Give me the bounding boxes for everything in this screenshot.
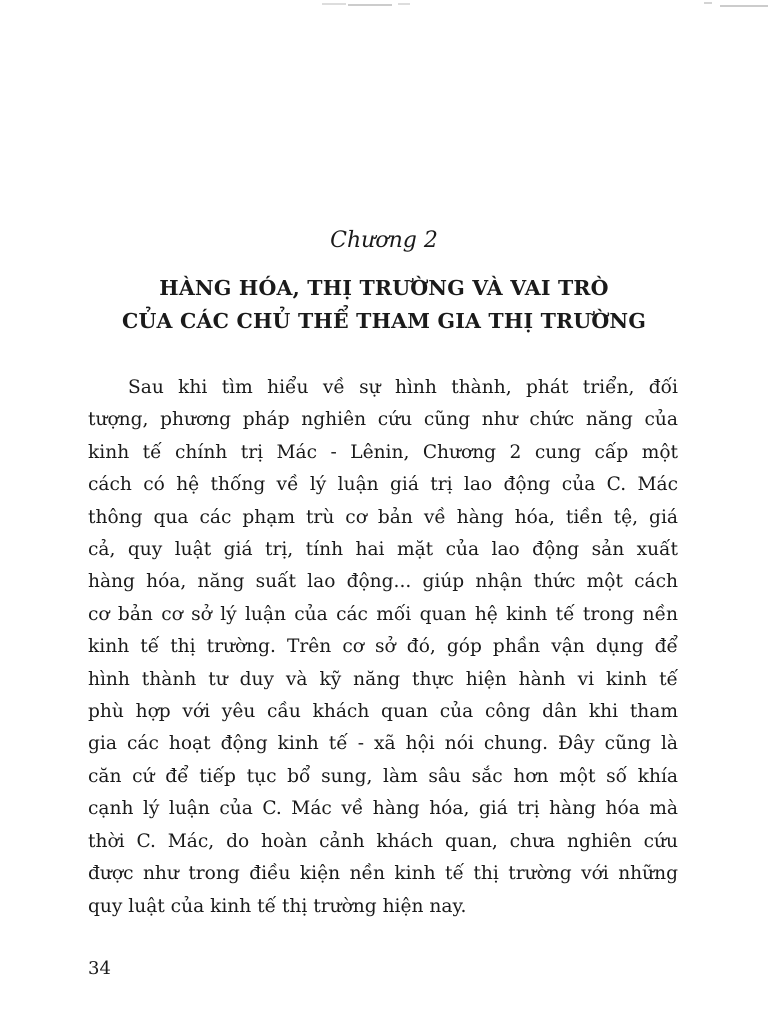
body-paragraph xyxy=(88,372,678,923)
body-line: gia các hoạt động kinh tế - xã hội nói chung. Đây cũng là xyxy=(88,733,678,755)
body-line: hình thành tư duy và kỹ năng thực hiện hành vi kinh tế xyxy=(88,668,678,690)
chapter-title-line: CỦA CÁC CHỦ THỂ THAM GIA THỊ TRƯỜNG xyxy=(121,309,647,333)
chapter-title xyxy=(90,272,678,338)
body-line: cơ bản cơ sở lý luận của các mối quan hệ kinh tế trong nền xyxy=(88,603,678,625)
body-line: cách có hệ thống về lý luận giá trị lao động của C. Mác xyxy=(88,474,678,496)
body-line: kinh tế chính trị Mác - Lênin, Chương 2 cung cấp một xyxy=(88,441,678,463)
body-line: tượng, phương pháp nghiên cứu cũng như chức năng của xyxy=(88,409,678,431)
page-number: 34 xyxy=(88,958,111,979)
body-line: được như trong điều kiện nền kinh tế thị trường với những xyxy=(88,863,678,885)
body-line: Sau khi tìm hiểu về sự hình thành, phát triển, đối xyxy=(128,377,678,398)
body-line: phù hợp với yêu cầu khách quan của công dân khi tham xyxy=(88,701,678,723)
body-line: quy luật của kinh tế thị trường hiện nay. xyxy=(88,895,467,917)
chapter-title-line: HÀNG HÓA, THỊ TRƯỜNG VÀ VAI TRÒ xyxy=(159,276,609,300)
body-line: cạnh lý luận của C. Mác về hàng hóa, giá trị hàng hóa mà xyxy=(88,798,678,820)
body-line: kinh tế thị trường. Trên cơ sở đó, góp phần vận dụng để xyxy=(88,636,678,658)
body-line: hàng hóa, năng suất lao động... giúp nhận thức một cách xyxy=(88,571,678,593)
body-line: thông qua các phạm trù cơ bản về hàng hóa, tiền tệ, giá xyxy=(88,506,678,528)
body-line: thời C. Mác, do hoàn cảnh khách quan, chưa nghiên cứu xyxy=(88,830,678,852)
chapter-label: Chương 2 xyxy=(330,228,438,253)
body-line: cả, quy luật giá trị, tính hai mặt của lao động sản xuất xyxy=(88,539,678,561)
body-line: căn cứ để tiếp tục bổ sung, làm sâu sắc hơn một số khía xyxy=(88,765,678,787)
scan-edge-marks xyxy=(0,0,768,12)
